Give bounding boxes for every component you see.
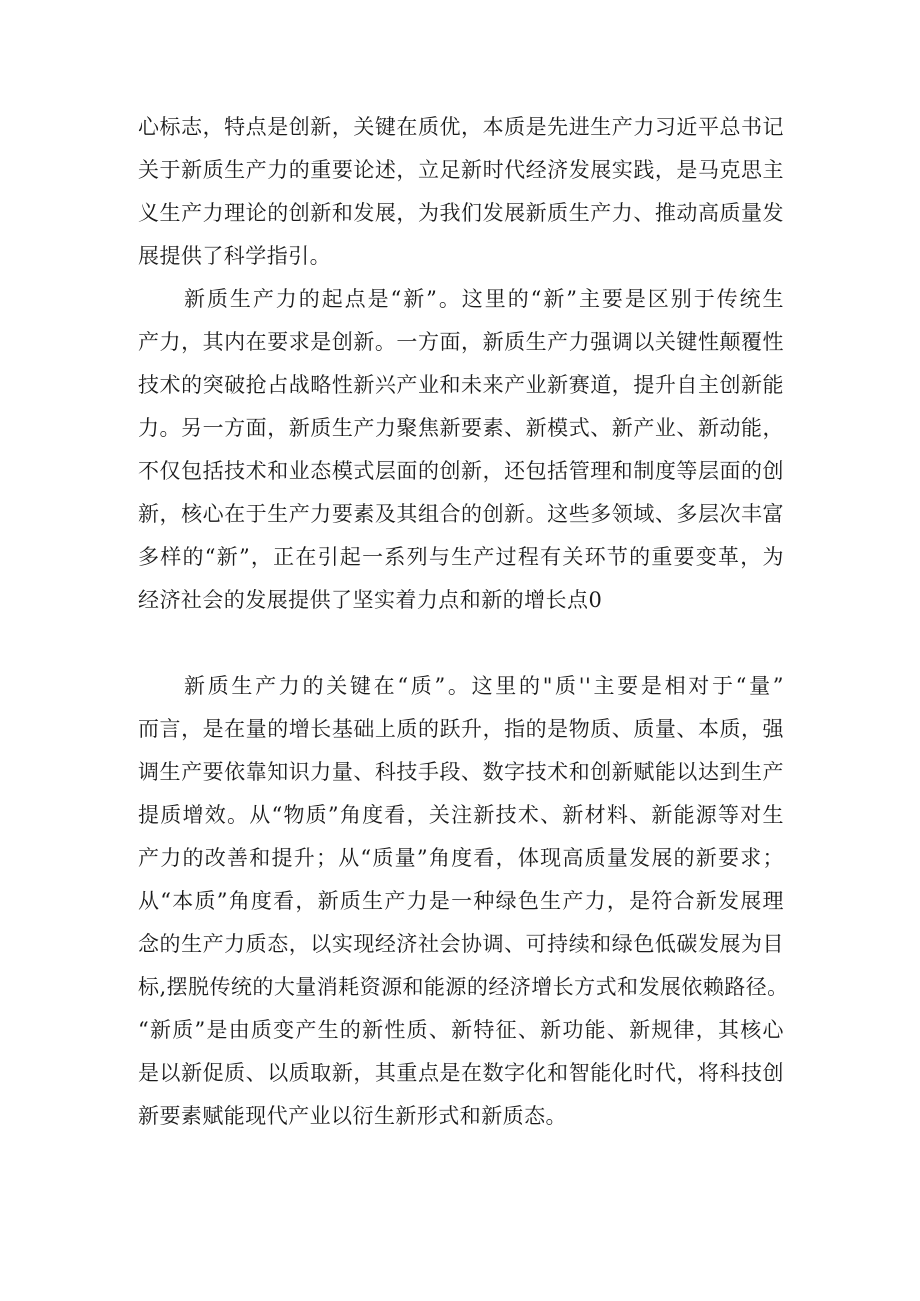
text-line: 新质生产力的起点是“新”。这里的“新”主要是区别于传统生 bbox=[184, 287, 784, 311]
text-line: 调生产要依靠知识力量、科技手段、数字技术和创新赋能以达到生产 bbox=[138, 760, 784, 784]
text-line: 技术的突破抢占战略性新兴产业和未来产业新赛道，提升自主创新能 bbox=[138, 373, 784, 397]
text-line: 提质增效。从“物质”角度看，关注新技术、新材料、新能源等对生 bbox=[138, 803, 784, 827]
paragraph-1 bbox=[138, 106, 784, 278]
text-line: 产力的改善和提升；从“质量”角度看，体现高质量发展的新要求； bbox=[138, 846, 784, 870]
text-line: 心标志，特点是创新，关键在质优，本质是先进生产力习近平总书记 bbox=[138, 115, 784, 139]
text-line: 念的生产力质态，以实现经济社会协调、可持续和绿色低碳发展为目 bbox=[138, 932, 784, 956]
text-line: 力。另一方面，新质生产力聚焦新要素、新模式、新产业、新动能， bbox=[138, 416, 784, 440]
text-line: “新质”是由质变产生的新性质、新特征、新功能、新规律，其核心 bbox=[138, 1018, 784, 1042]
text-line: 新，核心在于生产力要素及其组合的创新。这些多领域、多层次丰富 bbox=[138, 502, 784, 526]
text-line: 而言，是在量的增长基础上质的跃升，指的是物质、质量、本质，强 bbox=[138, 717, 784, 741]
text-line: 从“本质”角度看，新质生产力是一种绿色生产力，是符合新发展理 bbox=[138, 889, 784, 913]
text-line: 多样的“新”，正在引起一系列与生产过程有关环节的重要变革，为 bbox=[138, 545, 784, 569]
text-line: 标,摆脱传统的大量消耗资源和能源的经济增长方式和发展依赖路径。 bbox=[138, 975, 789, 999]
paragraph-3 bbox=[138, 665, 789, 1138]
paragraph-2 bbox=[138, 278, 784, 622]
text-line: 经济社会的发展提供了坚实着力点和新的增长点0 bbox=[138, 588, 603, 612]
text-line: 关于新质生产力的重要论述，立足新时代经济发展实践，是马克思主 bbox=[138, 158, 784, 182]
text-line: 展提供了科学指引。 bbox=[138, 244, 332, 268]
text-line: 不仅包括技术和业态模式层面的创新，还包括管理和制度等层面的创 bbox=[138, 459, 784, 483]
text-line: 新质生产力的关键在“质”。这里的"质''主要是相对于“量” bbox=[184, 674, 784, 698]
text-line: 产力，其内在要求是创新。一方面，新质生产力强调以关键性颠覆性 bbox=[138, 330, 784, 354]
text-line: 是以新促质、以质取新，其重点是在数字化和智能化时代，将科技创 bbox=[138, 1061, 784, 1085]
text-line: 义生产力理论的创新和发展，为我们发展新质生产力、推动高质量发 bbox=[138, 201, 784, 225]
text-line: 新要素赋能现代产业以衍生新形式和新质态。 bbox=[138, 1104, 567, 1128]
